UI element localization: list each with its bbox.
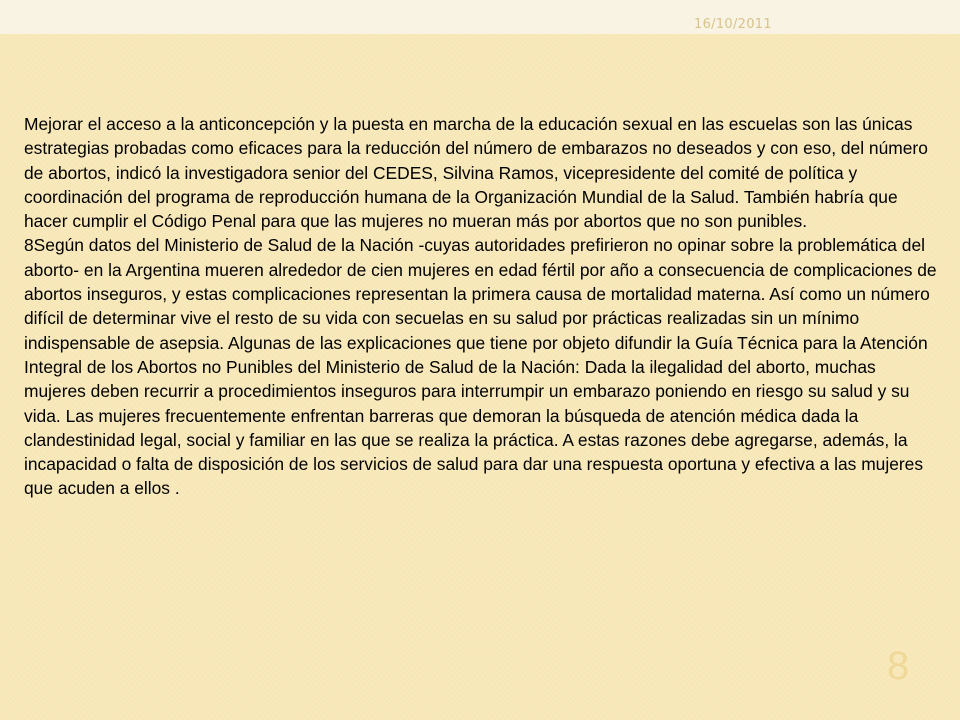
paragraph-2: 8Según datos del Ministerio de Salud de la Nación -cuyas autoridades prefirieron no opinar sobre la problemática del aborto- en la Argentina mueren alrededor de cien mujeres en edad fértil por año a consecuencia de complicaciones de abortos inseguros, y estas complicaciones representan la primera causa de mortalidad materna. Así como un número difícil de determinar vive el resto de su vida con secuelas en su salud por prácticas realizadas sin un mínimo indispensable de asepsia. Algunas de las explicaciones que tiene por objeto difundir la Guía Técnica para la Atención Integral de los Abortos no Punibles del Ministerio de Salud de la Nación: Dada la ilegalidad del aborto, muchas mujeres deben recurrir a procedimientos inseguros para interrumpir un embarazo poniendo en riesgo su salud y su vida. Las mujeres frecuentemente enfrentan barreras que demoran la búsqueda de atención médica dada la clandestinidad legal, social y familiar en las que se realiza la práctica. A estas razones debe agregarse, además, la incapacidad o falta de disposición de los servicios de salud para dar una respuesta oportuna y efectiva a las mujeres que acuden a ellos . <box>24 235 937 499</box>
paragraph-1: Mejorar el acceso a la anticoncepción y la puesta en marcha de la educación sexual en las escuelas son las únicas estrategias probadas como eficaces para la reducción del número de embarazos no deseados y con eso, del número de abortos, indicó la investigadora senior del CEDES, Silvina Ramos, vicepresidente del comité de política y coordinación del programa de reproducción humana de la Organización Mundial de la Salud. También habría que hacer cumplir el Código Penal para que las mujeres no mueran más por abortos que no son punibles. <box>24 114 928 232</box>
slide-body <box>24 112 942 501</box>
slide-number: 8 <box>887 644 910 688</box>
header-band <box>0 0 960 34</box>
slide-date: 16/10/2011 <box>694 17 772 32</box>
